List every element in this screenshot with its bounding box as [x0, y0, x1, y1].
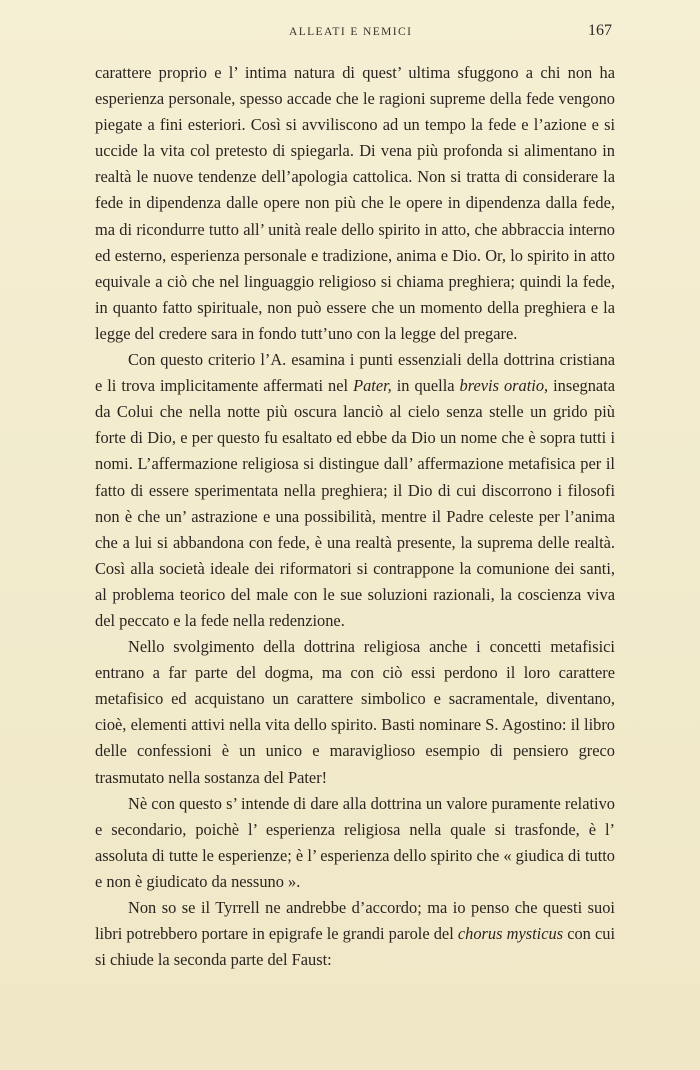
- page-number: 167: [588, 22, 612, 39]
- body-text: [95, 60, 615, 973]
- paragraph-2-text-b: in quella: [391, 376, 460, 396]
- paragraph-3: [95, 634, 615, 791]
- paragraph-5: [95, 895, 615, 973]
- running-title: ALLEATI E NEMICI: [289, 26, 413, 38]
- paragraph-5-text-a: Non so se il Tyrrell ne andrebbe d’accordo; ma io penso che questi suoi libri potrebbero portare in epigrafe le grandi parole del: [95, 898, 615, 944]
- pater-italic: Pater,: [353, 376, 392, 396]
- paragraph-2-text-a: Con questo criterio l’A. esamina i punti essenziali della dottrina cristiana e li trova implicitamente affermati nel: [95, 350, 615, 396]
- paragraph-4-text: Nè con questo s’ intende di dare alla dottrina un valore puramente relativo e secondario, poichè l’ esperienza religiosa nella quale si trasfonde, è l’ assoluta di tutte le esperienze; è l’ esperienza dello spirito che « giudica di tutto e non è giudicato da nessuno ».: [95, 793, 615, 891]
- paragraph-2: [95, 347, 615, 634]
- paragraph-1: [95, 60, 615, 347]
- paragraph-4: [95, 791, 615, 895]
- brevis-oratio-italic: brevis oratio,: [459, 376, 549, 396]
- paragraph-2-text-c: insegnata da Colui che nella notte più oscura lanciò al cielo senza stelle un grido più forte di Dio, e per questo fu esaltato ed ebbe da Dio un nome che è sopra tutti i nomi. L’affermazione religiosa si distingue dall’ affermazione metafisica per il fatto di essere sperimentata nella preghiera; il Dio di cui discorrono i filosofi non è che un’ astrazione e una possibilità, mentre il Padre celeste per l’anima che a lui si abbandona con fede, è una realtà presente, la suprema delle realtà. Così alla società ideale dei riformatori si contrappone la comunione dei santi, al problema teorico del male con le sue soluzioni razionali, la coscienza viva del peccato e la fede nella redenzione.: [95, 376, 616, 630]
- page-header: [0, 22, 700, 46]
- paragraph-3-text: Nello svolgimento della dottrina religiosa anche i concetti metafisici entrano a far parte del dogma, ma con ciò essi perdono il loro carattere metafisico ed acquistano un carattere simbolico e sacramentale, diventano, cioè, elementi attivi nella vita dello spirito. Basti nominare S. Agostino: il libro delle confessioni è un unico e maraviglioso esempio di pensiero greco trasmutato nella sostanza del Pater!: [95, 637, 615, 787]
- paragraph-5-text-b: con cui si chiude la seconda parte del Faust:: [95, 924, 615, 970]
- paragraph-1-text: carattere proprio e l’ intima natura di quest’ ultima sfuggono a chi non ha esperienza personale, spesso accade che le ragioni supreme della fede vengono piegate a fini esteriori. Così si avviliscono ad un tempo la fede e l’azione e si uccide la vita col pretesto di spiegarla. Di vena più profonda si alimentano in realtà le nuove tendenze dell’apologia cattolica. Non si tratta di considerare la fede in dipendenza dalle opere non più che le opere in dipendenza dalla fede, ma di ricondurre tutto all’ unità reale dello spirito in atto, che abbraccia interno ed esterno, esperienza personale e tradizione, anima e Dio. Or, lo spirito in atto equivale a ciò che nel linguaggio religioso si chiama preghiera; quindi la fede, in quanto fatto spirituale, non può essere che un momento della preghiera e la legge del credere sara in fondo tutt’uno con la legge del pregare.: [95, 63, 615, 343]
- chorus-mysticus-italic: chorus mysticus: [457, 924, 564, 944]
